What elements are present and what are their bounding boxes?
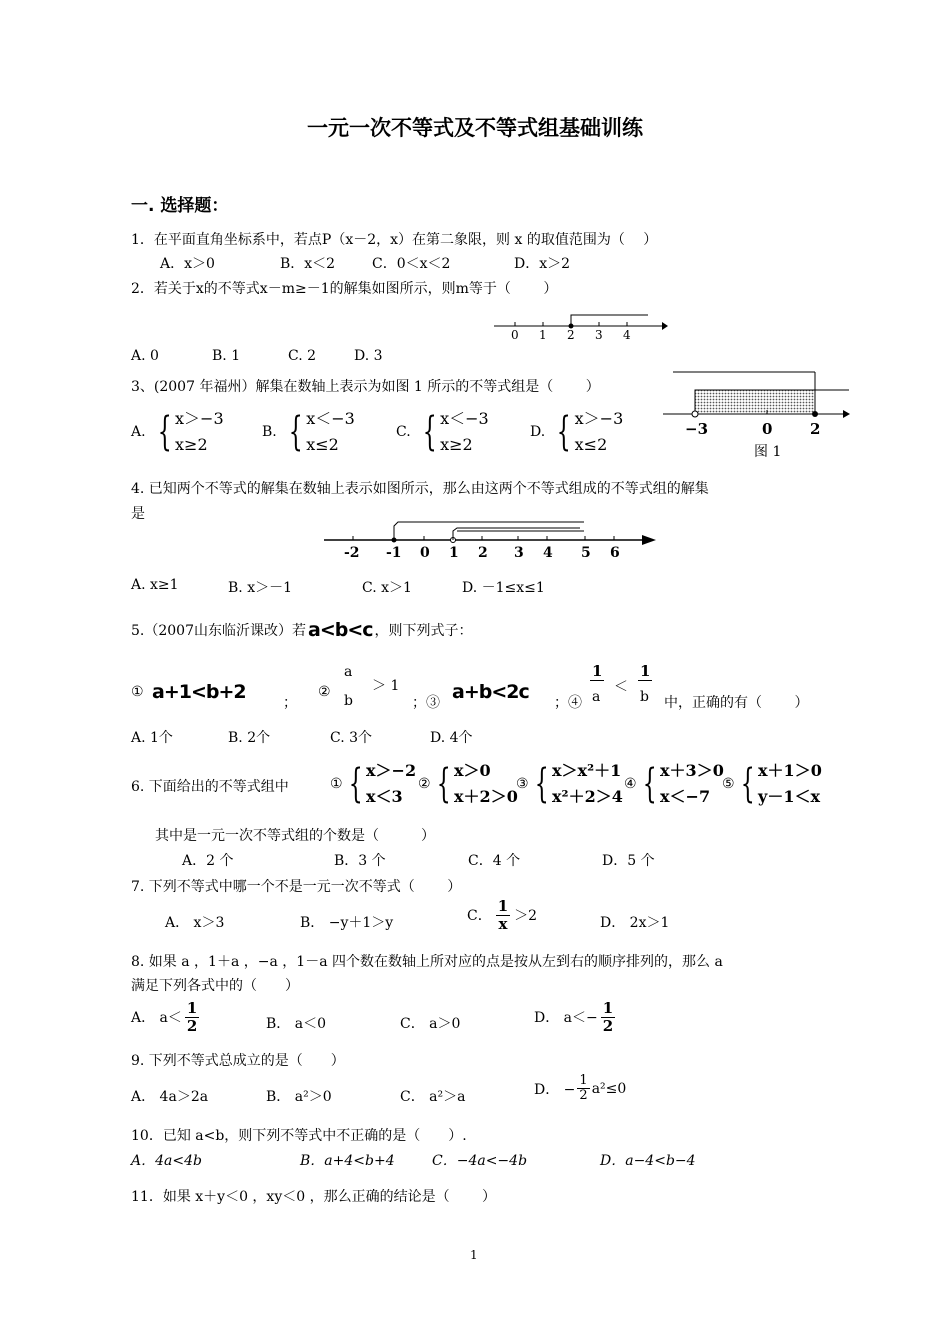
q1-option-a: A．x＞0 [160,256,215,272]
option-label: D． a＜− [534,1010,598,1026]
q8-option-a [131,1000,199,1034]
q5-condition: a<b<c [308,619,373,641]
q5-stem-text: 5.（2007山东临沂课改）若 [131,623,306,639]
q9-option-c: C． a²＞a [400,1089,466,1105]
question-6-stem: 6. 下面给出的不等式组中 [131,779,289,795]
system-row: x≥2 [440,435,473,454]
q2-option-a: A. 0 [131,348,159,364]
q2-tick-4: 4 [623,328,631,342]
option-label: C. [396,424,411,440]
q5-expr-4-rnum: 1 [640,662,651,680]
q9-option-a: A． 4a＞2a [131,1089,209,1105]
q6-option-b: B．3 个 [334,853,386,869]
q2-option-b: B. 1 [212,348,241,364]
q10-option-d: D．a−4<b−4 [600,1153,696,1169]
system-mark: ① [330,776,343,792]
q10-option-c: C．−4a<−4b [432,1153,528,1169]
frac-num: 1 [186,999,198,1017]
frac-num: 1 [602,999,614,1017]
question-7-stem: 7. 下列不等式中哪一个不是一元一次不等式（ ） [131,879,462,895]
q5-expr-4-lnum: 1 [592,662,603,680]
q6-system-4: ④ { x＋3＞0 x＜−7 [624,758,724,810]
question-8-stem-cont: 满足下列各式中的（ ） [131,978,299,994]
q3-fig-caption: 图 1 [754,444,782,460]
q4-tick: 1 [449,545,459,561]
q6-option-c: C．4 个 [468,853,521,869]
q5-expr-3: a+b<2c [452,681,529,703]
frac-num: 1 [579,1073,588,1088]
option-label: B. [262,424,277,440]
q6-system-5: ⑤ { x＋1＞0 y－1＜x [722,758,822,810]
q2-option-d: D. 3 [354,348,383,364]
system-row: x＋1＞0 [758,761,822,780]
q4-tick: 0 [420,545,430,561]
q2-option-c: C. 2 [288,348,317,364]
q3-fig-label-neg3: −3 [685,420,709,438]
frac-num: 1 [497,897,509,915]
system-mark: ③ [516,776,529,792]
q5-expr-1: a+1<b+2 [152,681,246,703]
q7-option-a: A． x＞3 [165,915,225,931]
question-9-stem: 9. 下列不等式总成立的是（ ） [131,1053,345,1069]
q9-option-d [534,1074,626,1104]
question-3-stem: 3、(2007 年福州）解集在数轴上表示为如图 1 所示的不等式组是（ ） [131,379,600,395]
q6-option-d: D．5 个 [602,853,655,869]
q5-expr-4-lden: a [592,689,601,705]
q2-tick-2: 2 [567,328,575,342]
frac-den: 2 [579,1088,588,1104]
system-row: x＋3＞0 [660,761,724,780]
q3-figure-number-line [655,368,855,428]
q2-tick-1: 1 [539,328,547,342]
q7-option-d: D． 2x＞1 [600,915,670,931]
system-row: x＜−3 [440,409,489,428]
option-label: D． − [534,1081,576,1098]
question-4-stem-cont: 是 [131,506,145,522]
q5-stem-text-2: ，则下列式子： [374,623,473,639]
frac-den: 2 [186,1016,198,1035]
system-row: x＞x²＋1 [552,761,622,780]
option-label: C． [467,908,492,924]
q5-expr-2-den: b [344,693,353,709]
q3-option-a: A. { x＞−3 x≥2 [131,406,224,458]
q5-semicolon: ； [283,695,297,711]
q1-option-c: C．0＜x＜2 [372,256,451,272]
q5-mark-1: ① [131,684,144,700]
q4-tick: 2 [478,545,488,561]
system-row: x≥2 [175,435,208,454]
system-mark: ⑤ [722,776,735,792]
question-1-stem: 1．在平面直角坐标系中，若点P（x－2，x）在第二象限，则 x 的取值范围为（ ） [131,232,658,248]
question-11-stem: 11．如果 x＋y＜0 ，xy＜0 ，那么正确的结论是（ ） [131,1189,497,1205]
option-label: A． a＜ [131,1010,182,1026]
q5-option-a: A. 1个 [131,730,173,746]
question-5-stem [131,619,473,641]
q5-expr-2-num: a [344,664,353,680]
frac-den: 2 [602,1016,614,1035]
q5-expr-2-rhs: ＞ 1 [372,678,400,694]
system-row: x＜3 [366,787,403,806]
system-row: x＋2＞0 [454,787,518,806]
q3-fig-label-0: 0 [762,420,773,438]
q5-tail: 中，正确的有（ ） [664,695,809,711]
q6-system-3: ③ { x＞x²＋1 x²＋2＞4 [516,758,623,810]
q7-option-b: B． −y＋1＞y [300,915,394,931]
section-heading: 一. 选择题： [131,196,229,216]
system-row: y－1＜x [758,787,820,806]
system-row: x²＋2＞4 [552,787,623,806]
q5-option-d: D. 4个 [430,730,473,746]
q7-option-c [467,898,537,932]
system-row: x≤2 [306,435,339,454]
q5-expr-4-lt: ＜ [614,679,628,695]
q3-option-b: B. { x＜−3 x≤2 [262,406,355,458]
q4-tick: -2 [344,545,360,561]
q5-frac-bar [638,680,652,681]
q5-option-c: C. 3个 [330,730,373,746]
q1-option-d: D．x＞2 [514,256,571,272]
q6-system-1: ① { x＞−2 x＜3 [330,758,416,810]
q1-option-b: B．x＜2 [280,256,336,272]
option-label: A. [131,424,146,440]
q5-mark-4: ；④ [554,695,582,711]
q10-option-a: A．4a<4b [131,1153,202,1169]
system-mark: ② [418,776,431,792]
q5-option-b: B. 2个 [228,730,271,746]
page-number: 1 [470,1248,478,1262]
frac-den: x [498,914,508,933]
question-6-stem-cont: 其中是一元一次不等式组的个数是（ ） [155,828,435,844]
system-mark: ④ [624,776,637,792]
q4-option-d: D. －1≤x≤1 [462,580,545,596]
system-row: x＞0 [454,761,491,780]
page-title: 一元一次不等式及不等式组基础训练 [307,116,643,140]
frac-rest: ＞2 [514,908,538,924]
q8-option-b: B． a＜0 [266,1016,326,1032]
q4-tick: 3 [514,545,524,561]
q4-option-b: B. x＞－1 [228,580,292,596]
q8-option-c: C． a＞0 [400,1016,461,1032]
option-label: D. [530,424,546,440]
q5-mark-3: ；③ [412,695,440,711]
q3-option-d: D. { x＞−3 x≤2 [530,406,623,458]
q4-tick: 4 [543,545,553,561]
q10-option-b: B．a+4<b+4 [300,1153,395,1169]
q4-tick: 5 [581,545,591,561]
q6-system-2: ② { x＞0 x＋2＞0 [418,758,518,810]
q3-fig-label-2: 2 [810,420,821,438]
system-row: x＞−3 [574,409,624,428]
question-4-stem: 4. 已知两个不等式的解集在数轴上表示如图所示，那么由这两个不等式组成的不等式组的解集 [131,481,709,497]
q4-tick: 6 [610,545,620,561]
question-10-stem: 10．已知 a<b，则下列不等式中不正确的是（ ）. [131,1128,467,1144]
q3-option-c: C. { x＜−3 x≥2 [396,406,489,458]
q8-option-d [534,1000,615,1034]
question-8-stem: 8. 如果 a ，1＋a ，−a ，1－a 四个数在数轴上所对应的点是按从左到右的顺序排列的，那么 a [131,954,723,970]
system-row: x＞−2 [366,761,417,780]
q4-tick: -1 [386,545,402,561]
q4-option-c: C. x＞1 [362,580,412,596]
system-row: x＜−7 [660,787,711,806]
question-2-stem: 2．若关于x的不等式x－m≥－1的解集如图所示，则m等于（ ） [131,281,558,297]
q6-option-a: A．2 个 [182,853,234,869]
q5-mark-2: ② [318,684,331,700]
q5-frac-bar [590,680,604,681]
q4-option-a: A. x≥1 [131,577,179,593]
q9-option-b: B． a²＞0 [266,1089,332,1105]
system-row: x＜−3 [306,409,355,428]
q2-tick-0: 0 [511,328,519,342]
frac-rest: a²≤0 [591,1080,627,1097]
q5-expr-4-rden: b [640,689,649,705]
system-row: x≤2 [574,435,608,454]
system-row: x＞−3 [175,409,224,428]
q2-tick-3: 3 [595,328,603,342]
